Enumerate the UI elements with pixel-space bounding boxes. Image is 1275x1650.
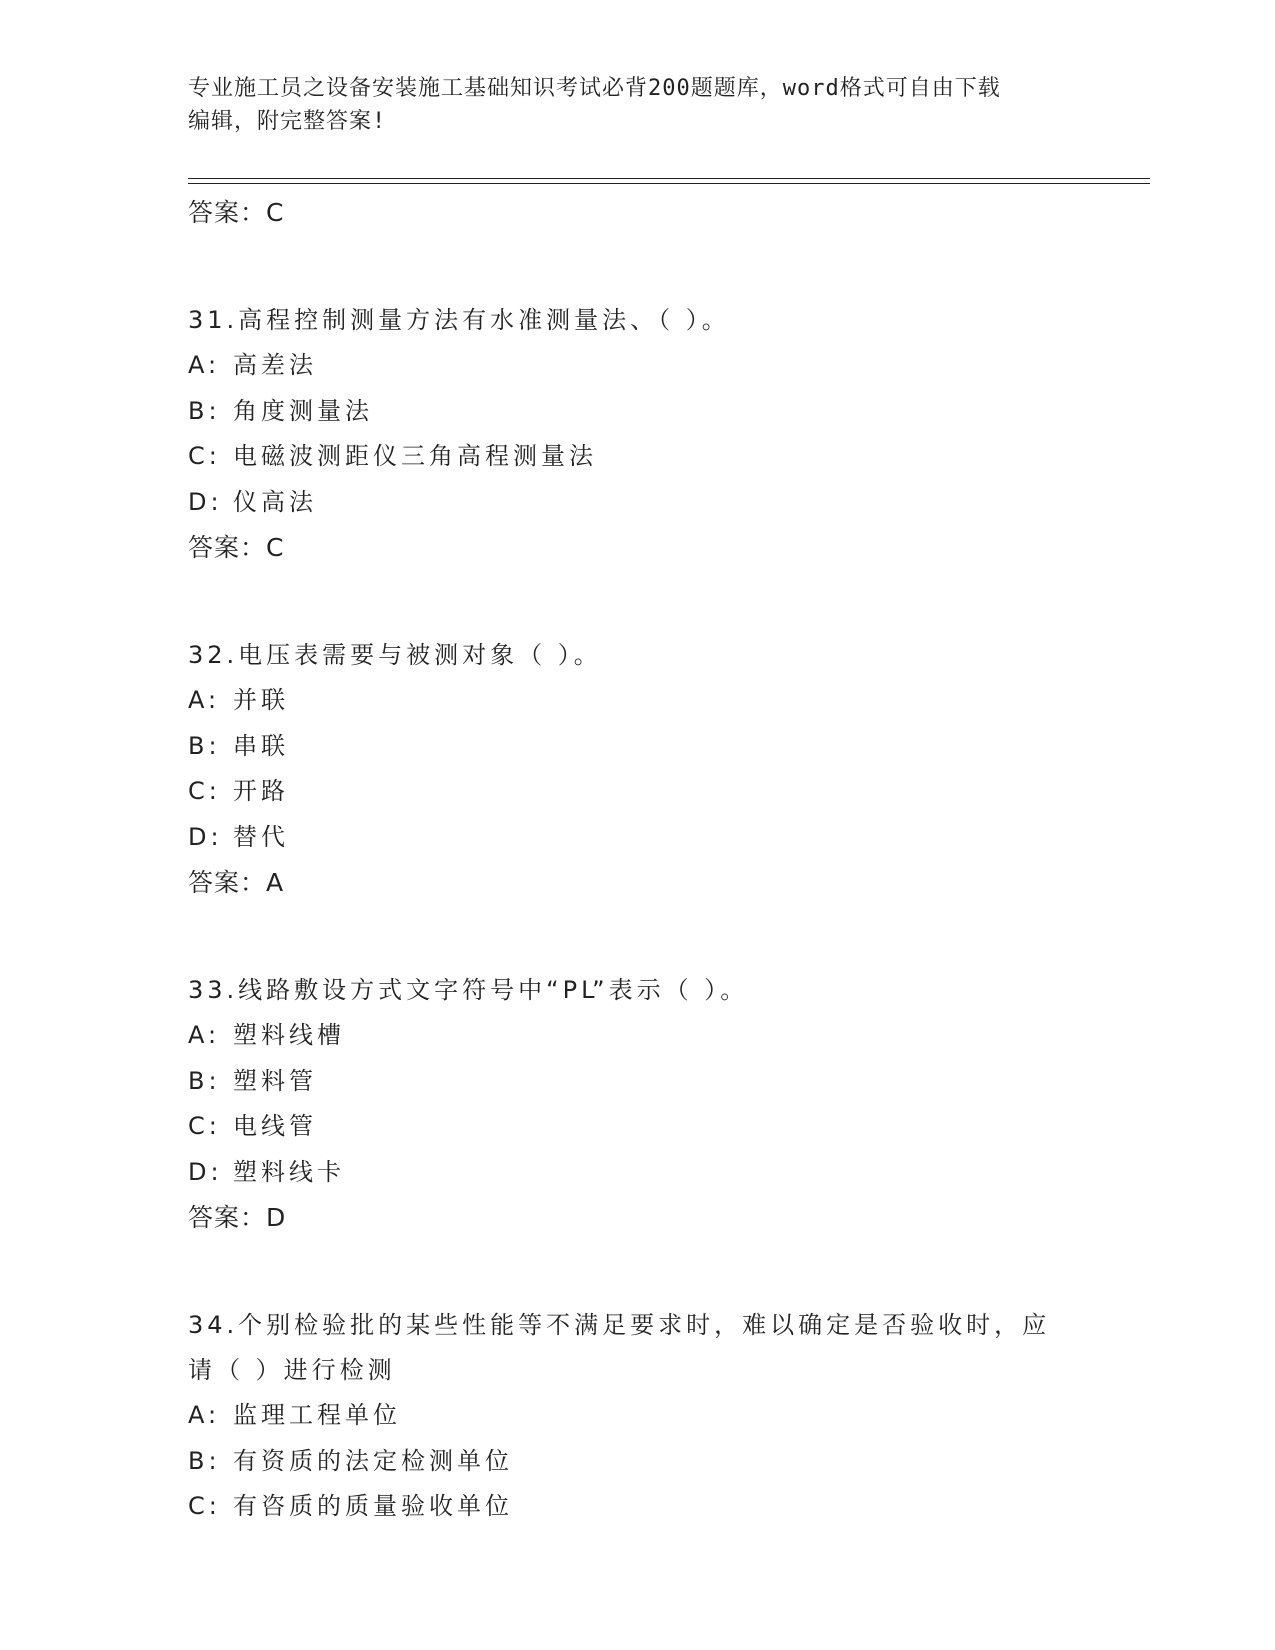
- question-34: [188, 1303, 1088, 1530]
- option-b: [188, 724, 1088, 770]
- option-letter: B:: [188, 731, 221, 760]
- option-a: [188, 1393, 1088, 1439]
- option-letter: D:: [188, 1157, 223, 1186]
- option-d: [188, 815, 1088, 861]
- option-letter: A:: [188, 1021, 221, 1049]
- option-text: 高差法: [233, 351, 317, 379]
- question-text-line-1: 34.个别检验批的某些性能等不满足要求时，难以确定是否验收时，应: [188, 1311, 1051, 1339]
- question-text: 32.电压表需要与被测对象（ ）。: [188, 641, 602, 669]
- option-letter: B:: [188, 1066, 221, 1095]
- option-text: 塑料线卡: [233, 1157, 345, 1186]
- option-d: [188, 1150, 1088, 1196]
- question-31: [188, 298, 1088, 571]
- option-a: [188, 343, 1088, 389]
- option-text: 有资质的法定检测单位: [233, 1446, 513, 1475]
- option-text: 塑料线槽: [233, 1021, 345, 1049]
- option-b: [188, 1439, 1088, 1485]
- question-text: 31.高程控制测量方法有水准测量法、（ ）。: [188, 306, 730, 334]
- option-text: 串联: [233, 731, 289, 760]
- option-text: 替代: [233, 822, 289, 851]
- option-b: [188, 389, 1088, 435]
- option-text: 电线管: [233, 1112, 317, 1140]
- option-c: [188, 1104, 1088, 1150]
- option-c: [188, 434, 1088, 480]
- option-letter: A:: [188, 351, 221, 379]
- document-header: [188, 72, 1088, 138]
- option-a: [188, 678, 1088, 724]
- question-list: [188, 190, 1088, 1530]
- answer-line: 答案：C: [188, 533, 285, 562]
- option-text: 监理工程单位: [233, 1401, 401, 1429]
- option-letter: D:: [188, 487, 223, 516]
- option-letter: D:: [188, 822, 223, 851]
- option-letter: C:: [188, 1112, 221, 1140]
- option-letter: A:: [188, 1401, 221, 1429]
- option-text: 电磁波测距仪三角高程测量法: [233, 442, 597, 470]
- question-text-line-2: 请（ ）进行检测: [188, 1356, 396, 1384]
- answer-line: 答案：C: [188, 198, 285, 227]
- option-text: 塑料管: [233, 1066, 317, 1095]
- header-rule-bottom: [188, 183, 1150, 184]
- option-letter: C:: [188, 1492, 221, 1520]
- question-32: [188, 633, 1088, 906]
- question-text: 33.线路敷设方式文字符号中“PL”表示（ ）。: [188, 976, 749, 1004]
- header-rule-top: [188, 178, 1150, 179]
- answer-line: 答案：A: [188, 868, 285, 897]
- option-text: 仪高法: [233, 487, 317, 516]
- option-d: [188, 480, 1088, 526]
- option-letter: C:: [188, 777, 221, 805]
- option-letter: C:: [188, 442, 221, 470]
- option-c: [188, 769, 1088, 815]
- option-a: [188, 1013, 1088, 1059]
- option-c: [188, 1484, 1088, 1530]
- header-line-2: 编辑，附完整答案!: [188, 109, 387, 134]
- header-line-1: 专业施工员之设备安装施工基础知识考试必背200题题库，word格式可自由下载: [188, 76, 1001, 101]
- option-letter: A:: [188, 686, 221, 714]
- option-letter: B:: [188, 1446, 221, 1475]
- question-33: [188, 968, 1088, 1241]
- answer-line: 答案：D: [188, 1203, 287, 1232]
- option-text: 角度测量法: [233, 396, 373, 425]
- option-text: 有咨质的质量验收单位: [233, 1492, 513, 1520]
- option-letter: B:: [188, 396, 221, 425]
- option-text: 开路: [233, 777, 289, 805]
- option-b: [188, 1059, 1088, 1105]
- option-text: 并联: [233, 686, 289, 714]
